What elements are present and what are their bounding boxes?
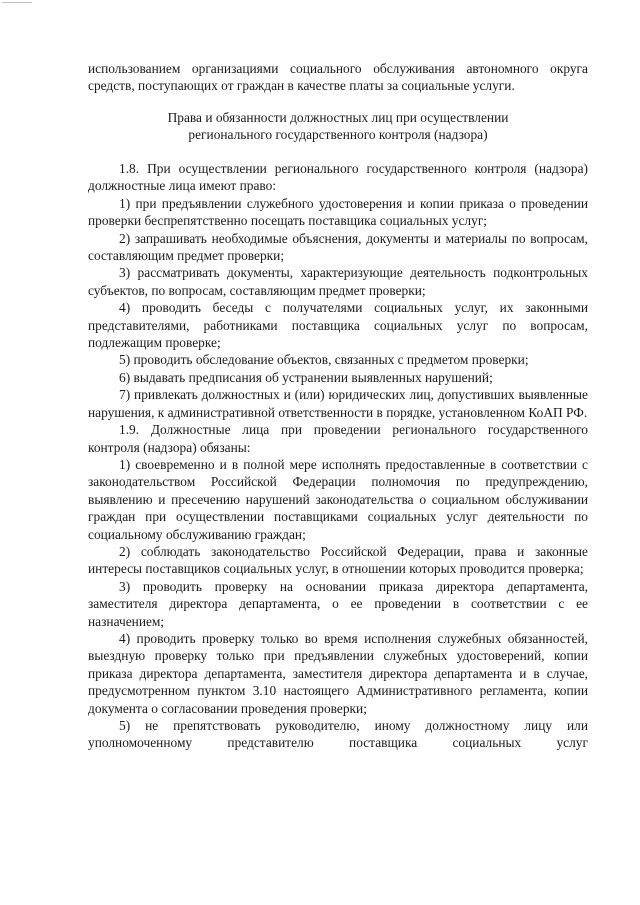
list-item-1-8-6: 6) выдавать предписания об устранении выявленных нарушений;	[119, 369, 493, 385]
list-item-1-8-7: 7) привлекать должностных и (или) юридических лиц, допустивших выявленные нарушения, к административной ответственности в порядке, установленном КоАП РФ.	[88, 387, 588, 420]
list-item-1-8-3: 3) рассматривать документы, характеризующие деятельность подконтрольных субъектов, по вопросам, составляющим предмет проверки;	[88, 265, 588, 298]
scan-edge-mark	[2, 2, 32, 3]
paragraph-1-8: 1.8. При осуществлении регионального государственного контроля (надзора) должностные лица имеют право:	[88, 161, 588, 194]
section-heading	[88, 109, 588, 144]
list-item-1-9-1: 1) своевременно и в полной мере исполнять предоставленные в соответствии с законодательством Российской Федерации полномочия по предупреждению, выявлению и пресечению нарушений законодательства о социальном обслуживании граждан при осуществлении поставщиками социальных услуг деятельности по социальному обслуживанию граждан;	[88, 456, 588, 542]
paragraph-1-9: 1.9. Должностные лица при проведении регионального государственного контроля (надзора) обязаны:	[88, 422, 588, 455]
list-item-1-9-2: 2) соблюдать законодательство Российской Федерации, права и законные интересы поставщиков социальных услуг, в отношении которых проводится проверка;	[88, 543, 588, 577]
section-heading-line-2: регионального государственного контроля (надзора)	[188, 127, 488, 143]
intro-paragraph: использованием организациями социального обслуживания автономного округа средств, поступающих от граждан в качестве платы за социальные услуги.	[88, 61, 588, 94]
list-item-1-8-2: 2) запрашивать необходимые объяснения, документы и материалы по вопросам, составляющим предмет проверки;	[88, 230, 588, 264]
section-heading-line-1: Права и обязанности должностных лиц при осуществлении	[167, 109, 509, 125]
list-item-1-9-4: 4) проводить проверку только во время исполнения служебных обязанностей, выездную проверку только при предъявлении служебных удостоверений, копии приказа директора департамента, заместителя директора департамента и в случае, предусмотренном пунктом 3.10 настоящего Административного регламента, копии документа о согласовании проведения проверки;	[88, 630, 588, 716]
list-item-1-8-1: 1) при предъявлении служебного удостоверения и копии приказа о проведении проверки беспрепятственно посещать поставщика социальных услуг;	[88, 195, 588, 229]
list-item-1-8-4: 4) проводить беседы с получателями социальных услуг, их законными представителями, работниками поставщика социальных услуг по вопросам, подлежащим проверке;	[88, 300, 588, 351]
document-body	[88, 60, 588, 752]
list-item-1-9-3: 3) проводить проверку на основании приказа директора департамента, заместителя директора департамента, о ее проведении в соответствии с ее назначением;	[88, 578, 588, 629]
list-item-1-9-5: 5) не препятствовать руководителю, иному должностному лицу или уполномоченному представителю поставщика социальных услуг	[88, 718, 588, 751]
list-item-1-8-5: 5) проводить обследование объектов, связанных с предметом проверки;	[119, 352, 529, 368]
